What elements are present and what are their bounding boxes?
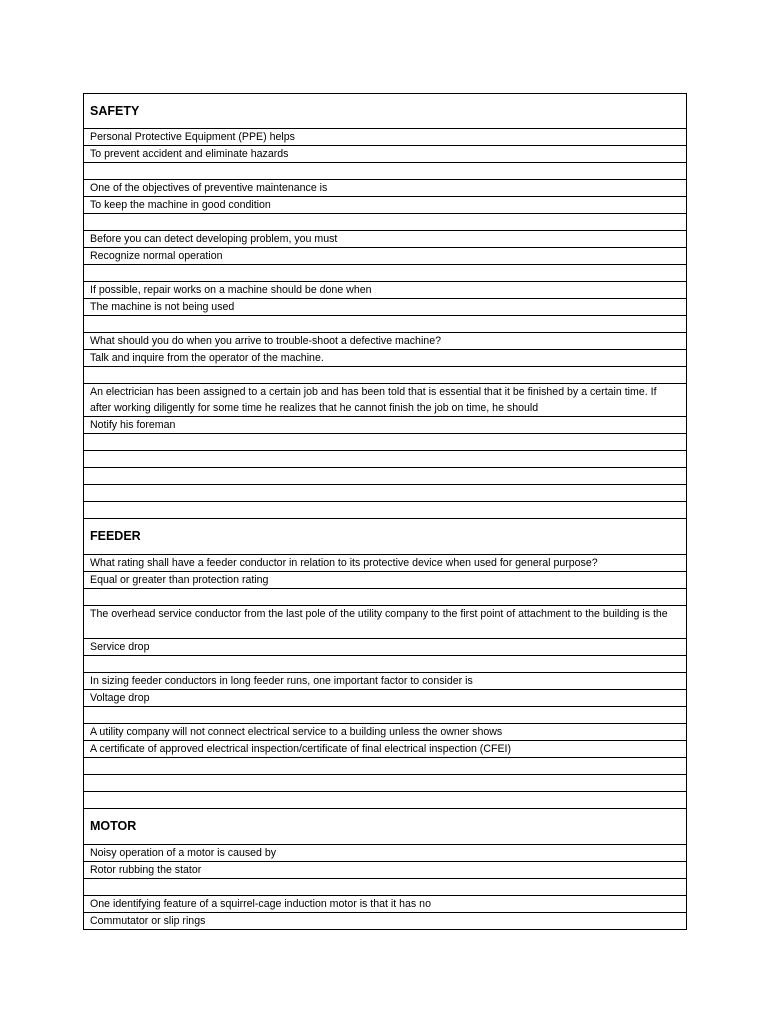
blank-row <box>84 468 686 485</box>
answer-row: The machine is not being used <box>84 299 686 316</box>
blank-row <box>84 316 686 333</box>
question-row: Before you can detect developing problem, you must <box>84 231 686 248</box>
section-heading-feeder: FEEDER <box>84 519 686 555</box>
question-row: In sizing feeder conductors in long feeder runs, one important factor to consider is <box>84 673 686 690</box>
blank-row <box>84 656 686 673</box>
blank-row <box>84 265 686 282</box>
blank-row <box>84 775 686 792</box>
question-row: If possible, repair works on a machine should be done when <box>84 282 686 299</box>
answer-row: Commutator or slip rings <box>84 913 686 930</box>
blank-row <box>84 367 686 384</box>
answer-row: Rotor rubbing the stator <box>84 862 686 879</box>
answer-row: To keep the machine in good condition <box>84 197 686 214</box>
answer-row: Notify his foreman <box>84 417 686 434</box>
blank-row <box>84 707 686 724</box>
answer-row: Recognize normal operation <box>84 248 686 265</box>
answer-row: Talk and inquire from the operator of the machine. <box>84 350 686 367</box>
question-row: A utility company will not connect electrical service to a building unless the owner shows <box>84 724 686 741</box>
blank-row <box>84 589 686 606</box>
blank-row <box>84 485 686 502</box>
blank-row <box>84 758 686 775</box>
question-row: One identifying feature of a squirrel-cage induction motor is that it has no <box>84 896 686 913</box>
question-row: Personal Protective Equipment (PPE) helps <box>84 129 686 146</box>
answer-row: To prevent accident and eliminate hazards <box>84 146 686 163</box>
question-row: Noisy operation of a motor is caused by <box>84 845 686 862</box>
question-row: The overhead service conductor from the last pole of the utility company to the first point of attachment to the building is the <box>84 606 686 639</box>
answer-row: Voltage drop <box>84 690 686 707</box>
section-heading-safety: SAFETY <box>84 94 686 129</box>
question-row: An electrician has been assigned to a certain job and has been told that is essential that it be finished by a certain time. If after working diligently for some time he realizes that he cannot finish the job on time, he should <box>84 384 686 417</box>
section-heading-motor: MOTOR <box>84 809 686 845</box>
blank-row <box>84 434 686 451</box>
blank-row <box>84 502 686 519</box>
blank-row <box>84 214 686 231</box>
blank-row <box>84 163 686 180</box>
blank-row <box>84 451 686 468</box>
question-row: One of the objectives of preventive maintenance is <box>84 180 686 197</box>
blank-row <box>84 879 686 896</box>
answer-row: Equal or greater than protection rating <box>84 572 686 589</box>
qa-table <box>83 93 687 930</box>
answer-row: Service drop <box>84 639 686 656</box>
blank-row <box>84 792 686 809</box>
answer-row: A certificate of approved electrical inspection/certificate of final electrical inspection (CFEI) <box>84 741 686 758</box>
question-row: What rating shall have a feeder conductor in relation to its protective device when used for general purpose? <box>84 555 686 572</box>
question-row: What should you do when you arrive to trouble-shoot a defective machine? <box>84 333 686 350</box>
